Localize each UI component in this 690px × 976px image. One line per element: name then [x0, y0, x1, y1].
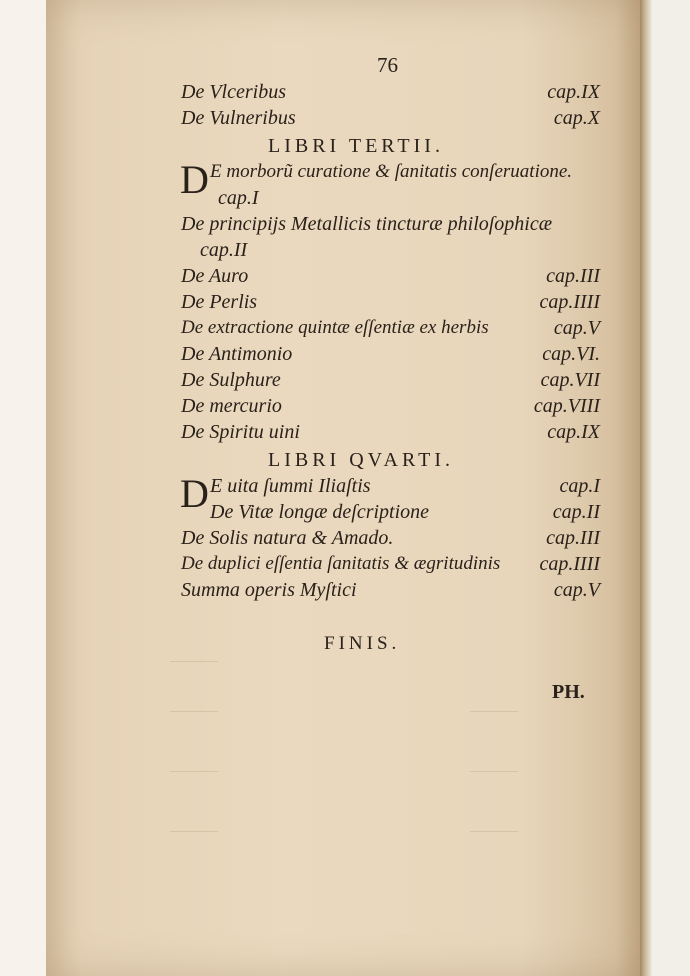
page-edge — [640, 0, 652, 976]
toc-entry-cap: cap.X — [553, 107, 600, 129]
show-through-mark: ——— — [470, 820, 519, 840]
show-through-mark: ——— — [170, 700, 219, 720]
toc-entry-title: De Vulneribus — [181, 107, 296, 129]
show-through-mark: ——— — [470, 700, 519, 720]
scan-margin — [652, 0, 690, 976]
drop-cap: D — [180, 471, 209, 516]
toc-entry-title: De Solis natura & Amado. — [181, 527, 394, 549]
book-heading: LIBRI TERTII. — [268, 135, 444, 157]
show-through-mark: ——— — [170, 650, 219, 670]
toc-entry-cap: cap.VI. — [542, 343, 600, 365]
toc-entry-title: E uita ſummi Iliaſtis — [210, 475, 371, 497]
toc-entry-cap: cap.V — [553, 579, 600, 601]
toc-entry-cap: cap.VII — [540, 369, 600, 391]
toc-entry-cap: cap.III — [546, 527, 600, 549]
toc-entry-cap: cap.I — [218, 187, 259, 209]
toc-entry-title: De principijs Metallicis tincturæ philoſophicæ — [181, 213, 553, 235]
toc-entry-title: De Vitæ longæ deſcriptione — [210, 501, 430, 523]
book-heading: LIBRI QVARTI. — [268, 449, 454, 471]
toc-entry-cap: cap.IX — [547, 421, 600, 443]
toc-entry-title: Summa operis Myſtici — [181, 579, 357, 601]
toc-entry-title: De Auro — [181, 265, 249, 287]
drop-cap: D — [180, 157, 209, 202]
toc-entry-title: De Sulphure — [181, 369, 281, 391]
toc-entry-cap: cap.VIII — [533, 395, 600, 417]
toc-entry-cap: cap.IIII — [539, 553, 600, 575]
show-through-mark: ——— — [170, 820, 219, 840]
toc-entry-title: De extractione quintæ eſſentiæ ex herbis — [181, 317, 489, 338]
page-number: 76 — [377, 53, 398, 77]
toc-entry-cap: cap.II — [552, 501, 600, 523]
toc-entry-cap: cap.IIII — [539, 291, 600, 313]
toc-entry-cap: cap.V — [553, 317, 600, 339]
toc-entry-title: De Vlceribus — [181, 81, 286, 103]
toc-entry-title: De Antimonio — [181, 343, 293, 365]
finis-text: FINIS. — [324, 633, 401, 654]
signature-mark: PH. — [552, 681, 585, 703]
toc-entry-title: De duplici eſſentia ſanitatis & ægritudinis — [181, 553, 501, 574]
toc-entry-cap: cap.II — [200, 239, 248, 261]
toc-entry-title: De Perlis — [181, 291, 258, 313]
show-through-mark: ——— — [470, 760, 519, 780]
toc-entry-title: De mercurio — [181, 395, 282, 417]
toc-entry-cap: cap.IX — [547, 81, 600, 103]
show-through-mark: ——— — [170, 760, 219, 780]
toc-entry-cap: cap.III — [546, 265, 600, 287]
toc-entry-title: E morborũ curatione & ſanitatis conſeruatione. — [210, 161, 573, 182]
toc-entry-cap: cap.I — [559, 475, 600, 497]
toc-entry-title: De Spiritu uini — [181, 421, 300, 443]
